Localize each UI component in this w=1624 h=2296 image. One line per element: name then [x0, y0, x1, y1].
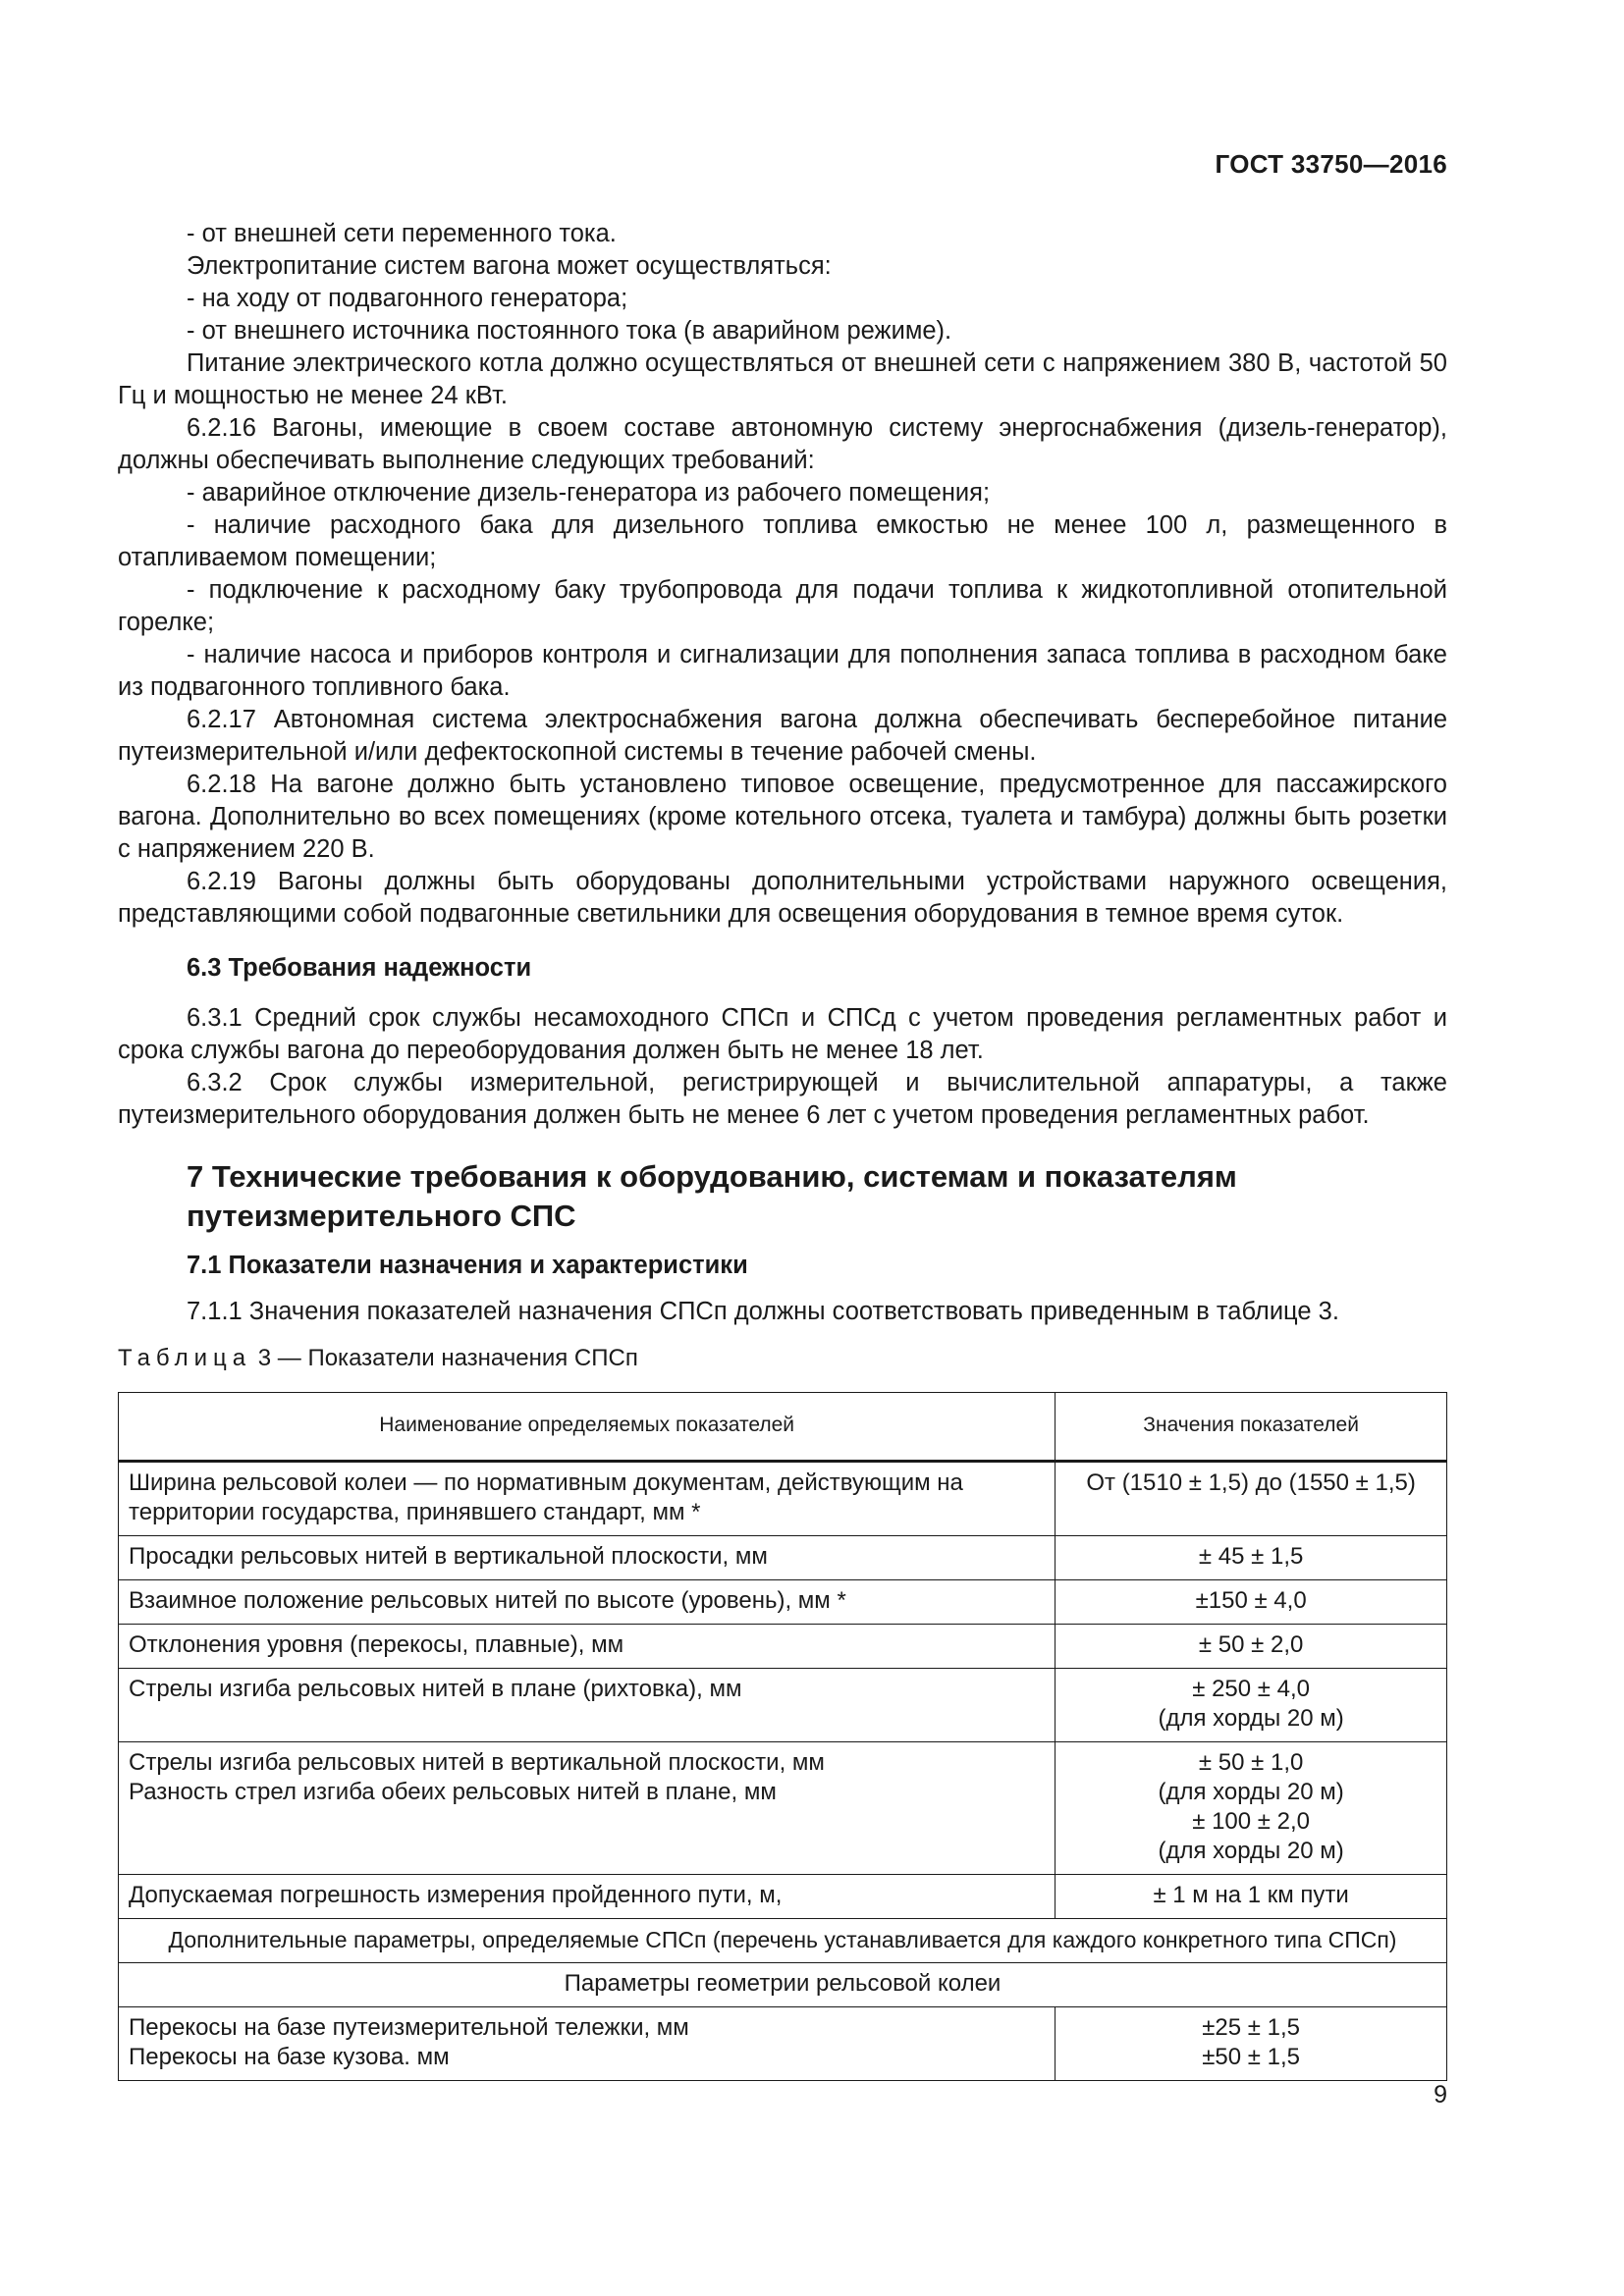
indicator-value-cell: От (1510 ± 1,5) до (1550 ± 1,5) — [1056, 1462, 1447, 1536]
body-paragraph: - аварийное отключение дизель-генератора из рабочего помещения; — [187, 479, 991, 507]
body-paragraph: - от внешней сети переменного тока. — [187, 220, 617, 247]
indicator-value-cell: ±150 ± 4,0 — [1056, 1580, 1447, 1625]
column-header-value: Значения показателей — [1056, 1393, 1447, 1462]
indicator-name-cell: Взаимное положение рельсовых нитей по высоте (уровень), мм * — [119, 1580, 1056, 1625]
table-caption-rest: 3 — Показатели назначения СПСп — [251, 1345, 638, 1371]
table-caption — [118, 1342, 1447, 1374]
body-paragraph: - от внешнего источника постоянного тока (в аварийном режиме). — [187, 317, 952, 345]
table-row — [119, 1742, 1447, 1875]
table-row — [119, 2007, 1447, 2081]
body-paragraph: - на ходу от подвагонного генератора; — [187, 285, 628, 312]
section-7-heading — [187, 1157, 1447, 1236]
indicator-name-cell: Просадки рельсовых нитей в вертикальной плоскости, мм — [119, 1536, 1056, 1580]
additional-parameters-row — [119, 1919, 1447, 1963]
table-header-row — [119, 1393, 1447, 1462]
section-6-3-heading: 6.3 Требования надежности — [187, 954, 532, 982]
body-paragraph: - наличие расходного бака для дизельного топлива емкостью не менее 100 л, размещенного в отапливаемом помещении; — [118, 511, 1447, 571]
indicator-name-cell: Перекосы на базе путеизмерительной тележки, мм Перекосы на базе кузова. мм — [119, 2007, 1056, 2081]
indicator-value-cell: ± 250 ± 4,0 (для хорды 20 м) — [1056, 1669, 1447, 1742]
track-geometry-parameters-row — [119, 1963, 1447, 2007]
section-7-heading-line2: путеизмерительного СПС — [187, 1199, 576, 1233]
body-paragraph: Электропитание систем вагона может осуществляться: — [187, 252, 832, 280]
indicator-value-cell: ± 45 ± 1,5 — [1056, 1536, 1447, 1580]
document-id-header: ГОСТ 33750—2016 — [1215, 149, 1447, 179]
paragraph-7-1-1: 7.1.1 Значения показателей назначения СПСп должны соответствовать приведенным в таблице 3. — [187, 1298, 1339, 1325]
indicator-value-cell: ± 50 ± 2,0 — [1056, 1625, 1447, 1669]
indicator-value-cell: ± 50 ± 1,0 (для хорды 20 м) ± 100 ± 2,0 (для хорды 20 м) — [1056, 1742, 1447, 1875]
column-header-name: Наименование определяемых показателей — [119, 1393, 1056, 1462]
indicator-value-cell: ± 1 м на 1 км пути — [1056, 1875, 1447, 1919]
page-content — [118, 218, 1447, 2081]
body-paragraph: - наличие насоса и приборов контроля и сигнализации для пополнения запаса топлива в расходном баке из подвагонного топливного бака. — [118, 641, 1447, 701]
track-geometry-parameters-row-cell: Параметры геометрии рельсовой колеи — [119, 1963, 1447, 2007]
paragraph-6-3-2: 6.3.2 Срок службы измерительной, регистрирующей и вычислительной аппаратуры, а также путеизмерительного оборудования должен быть не менее 6 лет с учетом проведения регламентных работ. — [118, 1069, 1447, 1129]
indicator-name-cell: Отклонения уровня (перекосы, плавные), мм — [119, 1625, 1056, 1669]
table-row — [119, 1462, 1447, 1536]
indicator-value-cell: ±25 ± 1,5 ±50 ± 1,5 — [1056, 2007, 1447, 2081]
body-paragraph: Питание электрического котла должно осуществляться от внешней сети с напряжением 380 В, частотой 50 Гц и мощностью не менее 24 кВт. — [118, 349, 1447, 409]
table-row — [119, 1669, 1447, 1742]
table-body — [119, 1462, 1447, 2081]
table-row — [119, 1875, 1447, 1919]
paragraphs-before — [118, 218, 1447, 931]
indicator-name-cell: Допускаемая погрешность измерения пройденного пути, м, — [119, 1875, 1056, 1919]
table-row — [119, 1536, 1447, 1580]
table-3 — [118, 1392, 1447, 2081]
table-row — [119, 1625, 1447, 1669]
additional-parameters-row-cell: Дополнительные параметры, определяемые СПСп (перечень устанавливается для каждого конкретного типа СПСп) — [119, 1919, 1447, 1963]
body-paragraph: 6.2.18 На вагоне должно быть установлено типовое освещение, предусмотренное для пассажирского вагона. Дополнительно во всех помещениях (кроме котельного отсека, туалета и тамбура) должны быть розетки с напряжением 220 В. — [118, 771, 1447, 863]
page-number: 9 — [1434, 2081, 1447, 2109]
table-caption-word: Таблица — [118, 1345, 252, 1371]
paragraph-6-3-1: 6.3.1 Средний срок службы несамоходного СПСп и СПСд с учетом проведения регламентных работ и срока службы вагона до переоборудования должен быть не менее 18 лет. — [118, 1004, 1447, 1064]
section-7-heading-line1: 7 Технические требования к оборудованию, системам и показателям — [187, 1159, 1237, 1194]
indicator-name-cell: Стрелы изгиба рельсовых нитей в вертикальной плоскости, мм Разность стрел изгиба обеих рельсовых нитей в плане, мм — [119, 1742, 1056, 1875]
indicator-name-cell: Ширина рельсовой колеи — по нормативным документам, действующим на территории государства, принявшего стандарт, мм * — [119, 1462, 1056, 1536]
body-paragraph: 6.2.19 Вагоны должны быть оборудованы дополнительными устройствами наружного освещения, представляющими собой подвагонные светильники для освещения оборудования в темное время суток. — [118, 868, 1447, 928]
body-paragraph: 6.2.16 Вагоны, имеющие в своем составе автономную систему энергоснабжения (дизель-генератор), должны обеспечивать выполнение следующих требований: — [118, 414, 1447, 474]
table-row — [119, 1580, 1447, 1625]
section-7-1-heading: 7.1 Показатели назначения и характеристики — [187, 1252, 748, 1279]
indicator-name-cell: Стрелы изгиба рельсовых нитей в плане (рихтовка), мм — [119, 1669, 1056, 1742]
body-paragraph: - подключение к расходному баку трубопровода для подачи топлива к жидкотопливной отопительной горелке; — [118, 576, 1447, 636]
body-paragraph: 6.2.17 Автономная система электроснабжения вагона должна обеспечивать бесперебойное питание путеизмерительной и/или дефектоскопной системы в течение рабочей смены. — [118, 706, 1447, 766]
